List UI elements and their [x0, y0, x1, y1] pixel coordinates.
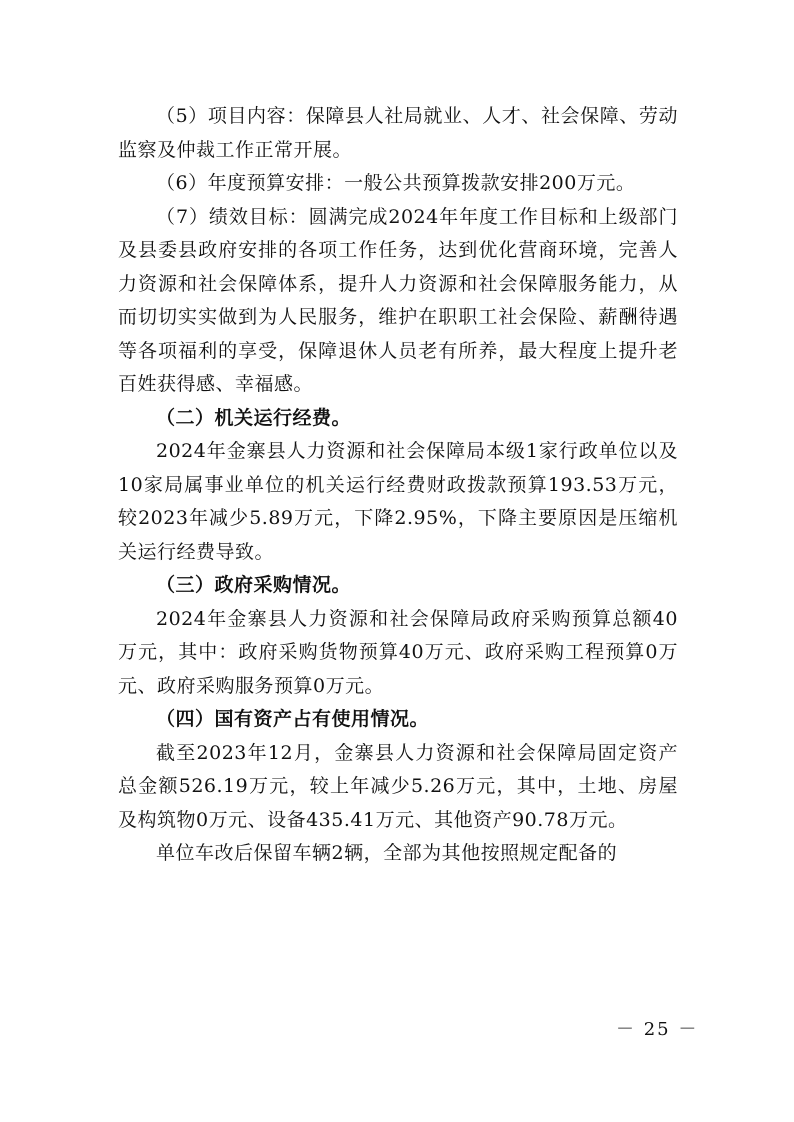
paragraph-project-content: （5）项目内容：保障县人社局就业、人才、社会保障、劳动监察及仲裁工作正常开展。 [118, 105, 678, 161]
section-heading-state-assets: （四）国有资产占有使用情况。 [156, 708, 430, 730]
paragraph-annual-budget: （6）年度预算安排：一般公共预算拨款安排200万元。 [156, 172, 636, 194]
paragraph-vehicles: 单位车改后保留车辆2辆，全部为其他按照规定配备的 [156, 842, 618, 864]
paragraph-operating-expenses: 2024年金寨县人力资源和社会保障局本级1家行政单位以及10家局属事业单位的机关运行经费财政拨款预算193.53万元，较2023年减少5.89万元，下降2.95%，下降主要原因是压缩机关运行经费导致。 [118, 440, 678, 563]
page-number: － 25 － [616, 1019, 699, 1040]
paragraph-procurement: 2024年金寨县人力资源和社会保障局政府采购预算总额40万元，其中：政府采购货物预算40万元、政府采购工程预算0万元、政府采购服务预算0万元。 [118, 607, 678, 697]
document-body [118, 100, 678, 871]
paragraph-performance-goal: （7）绩效目标：圆满完成2024年年度工作目标和上级部门及县委县政府安排的各项工作任务，达到优化营商环境，完善人力资源和社会保障体系，提升人力资源和社会保障服务能力，从而切切实实做到为人民服务，维护在职职工社会保险、薪酬待遇等各项福利的享受，保障退休人员老有所养，最大程度上提升老百姓获得感、幸福感。 [118, 205, 678, 395]
paragraph-state-assets: 截至2023年12月，金寨县人力资源和社会保障局固定资产总金额526.19万元，较上年减少5.26万元，其中，土地、房屋及构筑物0万元、设备435.41万元、其他资产90.78万元。 [118, 741, 678, 831]
section-heading-procurement: （三）政府采购情况。 [156, 574, 352, 596]
section-heading-operating-expenses: （二）机关运行经费。 [156, 406, 352, 429]
